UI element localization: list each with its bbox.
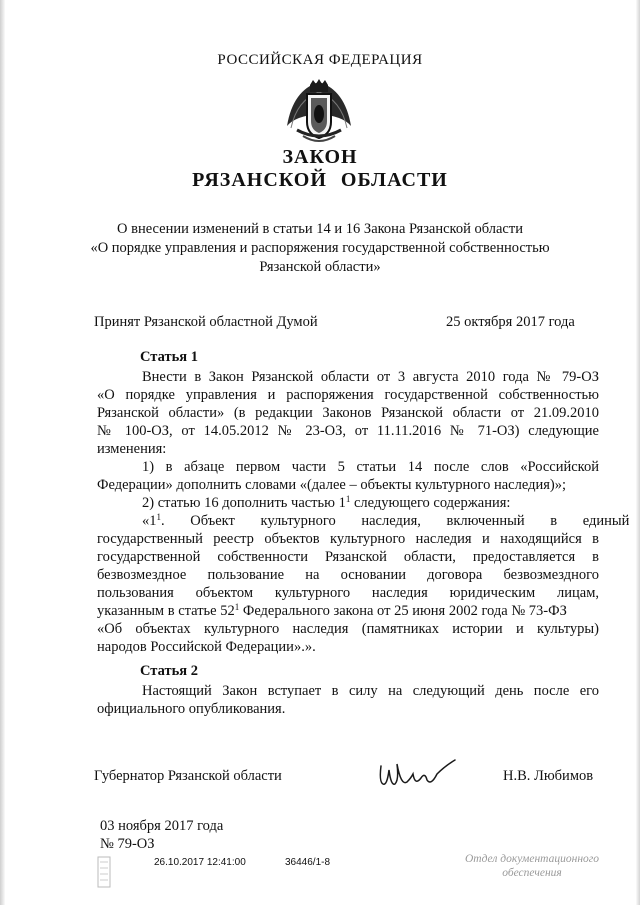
text-fragment: Федерального закона от 25 июня 2002 года № 73-ФЗ <box>239 603 567 619</box>
text-fragment: . Объект культурного наследия, включенный в единый <box>161 513 630 529</box>
text-line: безвозмездное пользование на основании договора безвозмездного <box>97 567 599 583</box>
law-date: 03 ноября 2017 года <box>100 818 224 834</box>
text-line: пользования объектом культурного наследия юридическим лицам, <box>97 585 599 601</box>
law-region: РЯЗАНСКОЙ ОБЛАСТИ <box>192 169 448 191</box>
superscript: 1 <box>156 512 161 522</box>
article-2-heading: Статья 2 <box>140 663 198 679</box>
text-fragment: указанным в статье 52 <box>97 603 235 619</box>
text-line: Рязанской области» (в редакции Законов Рязанской области от 21.09.2010 <box>97 405 599 421</box>
coat-of-arms-icon <box>283 78 355 148</box>
superscript: 1 <box>345 494 351 504</box>
subtitle-line: «О порядке управления и распоряжения государственной собственностью <box>90 240 550 256</box>
signature-icon <box>377 756 459 792</box>
text-fragment: «1 <box>142 513 157 529</box>
country-name: РОССИЙСКАЯ ФЕДЕРАЦИЯ <box>217 52 423 68</box>
text-line <box>142 512 630 530</box>
text-line: Внести в Закон Рязанской области от 3 августа 2010 года № 79-ОЗ <box>142 369 599 385</box>
scan-edge-left <box>0 0 5 905</box>
text-fragment: следующего содержания: <box>350 495 511 511</box>
text-line: официального опубликования. <box>97 701 286 717</box>
text-line: Настоящий Закон вступает в силу на следующий день после его <box>142 683 599 699</box>
text-line: изменения: <box>97 441 167 457</box>
text-fragment: 2) статью 16 дополнить частью 1 <box>142 495 346 511</box>
text-line: государственный реестр объектов культурного наследия и находящийся в <box>97 531 599 547</box>
text-line <box>97 602 599 620</box>
adopted-date: 25 октября 2017 года <box>446 314 575 330</box>
text-line <box>142 494 599 512</box>
registration-number: 36446/1-8 <box>285 857 331 868</box>
text-line: «Об объектах культурного наследия (памятниках истории и культуры) <box>97 621 599 637</box>
registration-stamp-icon <box>96 856 112 888</box>
department-stamp: обеспечения <box>502 867 562 879</box>
text-line: «О порядке управления и распоряжения государственной собственностью <box>97 387 599 403</box>
law-number: № 79-ОЗ <box>100 836 155 852</box>
adopted-by: Принят Рязанской областной Думой <box>94 314 318 330</box>
text-line: народов Российской Федерации».». <box>97 639 316 655</box>
text-line: государственной собственности Рязанской области, предоставляется в <box>97 549 599 565</box>
governor-name: Н.В. Любимов <box>503 768 594 784</box>
governor-title: Губернатор Рязанской области <box>94 768 282 784</box>
scan-edge-right <box>636 0 640 905</box>
subtitle-line: Рязанской области» <box>259 259 381 275</box>
department-stamp: Отдел документационного <box>464 853 600 865</box>
article-1-heading: Статья 1 <box>140 349 198 365</box>
subtitle-line: О внесении изменений в статьи 14 и 16 Закона Рязанской области <box>117 221 523 237</box>
text-line: № 100-ОЗ, от 14.05.2012 № 23-ОЗ, от 11.11.2016 № 71-ОЗ) следующие <box>97 423 599 439</box>
text-line: Федерации» дополнить словами «(далее – объекты культурного наследия)»; <box>97 477 566 493</box>
superscript: 1 <box>234 602 240 612</box>
registration-timestamp: 26.10.2017 12:41:00 <box>154 857 246 868</box>
law-title: ЗАКОН <box>282 146 358 168</box>
text-line: 1) в абзаце первом части 5 статьи 14 после слов «Российской <box>142 459 599 475</box>
